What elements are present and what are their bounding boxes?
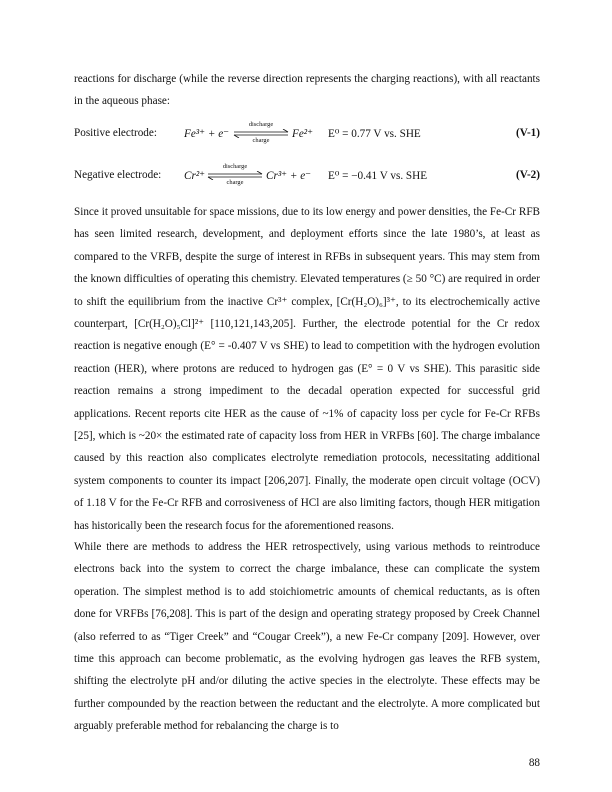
equation-label: Negative electrode: <box>74 169 162 181</box>
standard-potential: E⁰ = −0.41 V vs. SHE <box>328 170 428 182</box>
equilibrium-arrow <box>206 164 264 186</box>
equation-negative <box>74 160 540 190</box>
paragraph-intro: reactions for discharge (while the reverse direction represents the charging reactions), with all reactants in the aqueous phase: <box>74 73 540 108</box>
arrow-label-charge: charge <box>252 137 270 144</box>
reaction <box>184 118 314 148</box>
equation-number: (V-1) <box>515 127 540 139</box>
arrow-label-discharge: discharge <box>248 121 274 128</box>
equilibrium-arrow <box>232 122 290 144</box>
reaction <box>184 160 314 190</box>
equation-number: (V-2) <box>515 169 540 181</box>
products: Fe²⁺ <box>292 128 314 140</box>
reactants: Fe³⁺ + e⁻ <box>184 128 230 140</box>
paragraph-her-methods: While there are methods to address the HER retrospectively, using various methods to reintroduce electrons back into the system to correct the charge imbalance, these can complicate the system operation. The simplest method is to add stoichiometric amounts of chemical reductants, as is often done for VRFBs [76,208]. This is part of the design and operating strategy proposed by Creek Channel (also referred to as “Tiger Creek” and “Cougar Creek”), a new Fe-Cr company [209]. However, over time this approach can become problematic, as the evolving hydrogen gas leaves the RFB system, shifting the electrolyte pH and/or diluting the active species in the electrolyte. These effects may be further compounded by the reaction between the reductant and the electrolyte. A more complicated but arguably preferable method for rebalancing the charge is to <box>74 541 540 733</box>
paragraph-fecr-challenges: Since it proved unsuitable for space missions, due to its low energy and power densities, the Fe-Cr RFB has seen limited research, development, and deployment efforts since the late 1980’s, at least as compared to the VRFB, despite the surge of interest in RFBs in subsequent years. This may stem from the known difficulties of operating this chemistry. Elevated temperatures (≥ 50 °C) are required in order to shift the equilibrium from the inactive Cr³⁺ complex, [Cr(H₂O)₆]³⁺, to its electrochemically active counterpart, [Cr(H₂O)₅Cl]²⁺ [110,121,143,205]. Further, the electrode potential for the Cr redox reaction is negative enough (E° = -0.407 V vs SHE) to lead to competition with the hydrogen evolution reaction (HER), where protons are reduced to hydrogen gas (E° = 0 V vs SHE). This parasitic side reaction remains a strong impediment to the decadal operation expected for successful grid applications. Recent reports cite HER as the cause of ~1% of capacity loss per cycle for Fe-Cr RFBs [25], which is ~20× the estimated rate of capacity loss from HER in VRFBs [60]. The charge imbalance caused by this reaction also complicates electrolyte remediation protocols, necessitating additional system components to counter its impact [206,207]. Finally, the moderate open circuit voltage (OCV) of 1.18 V for the Fe-Cr RFB and corrosiveness of HCl are also limiting factors, though HER mitigation has historically been the research focus for the aforementioned reasons. <box>74 206 540 532</box>
products: Cr³⁺ + e⁻ <box>266 170 312 182</box>
arrow-label-discharge: discharge <box>222 163 248 170</box>
arrow-label-charge: charge <box>226 179 244 186</box>
reactants: Cr²⁺ <box>184 170 206 182</box>
standard-potential: E⁰ = 0.77 V vs. SHE <box>328 128 421 140</box>
page-number: 88 <box>528 757 540 769</box>
equation-positive <box>74 118 540 148</box>
equation-label: Positive electrode: <box>74 127 157 139</box>
